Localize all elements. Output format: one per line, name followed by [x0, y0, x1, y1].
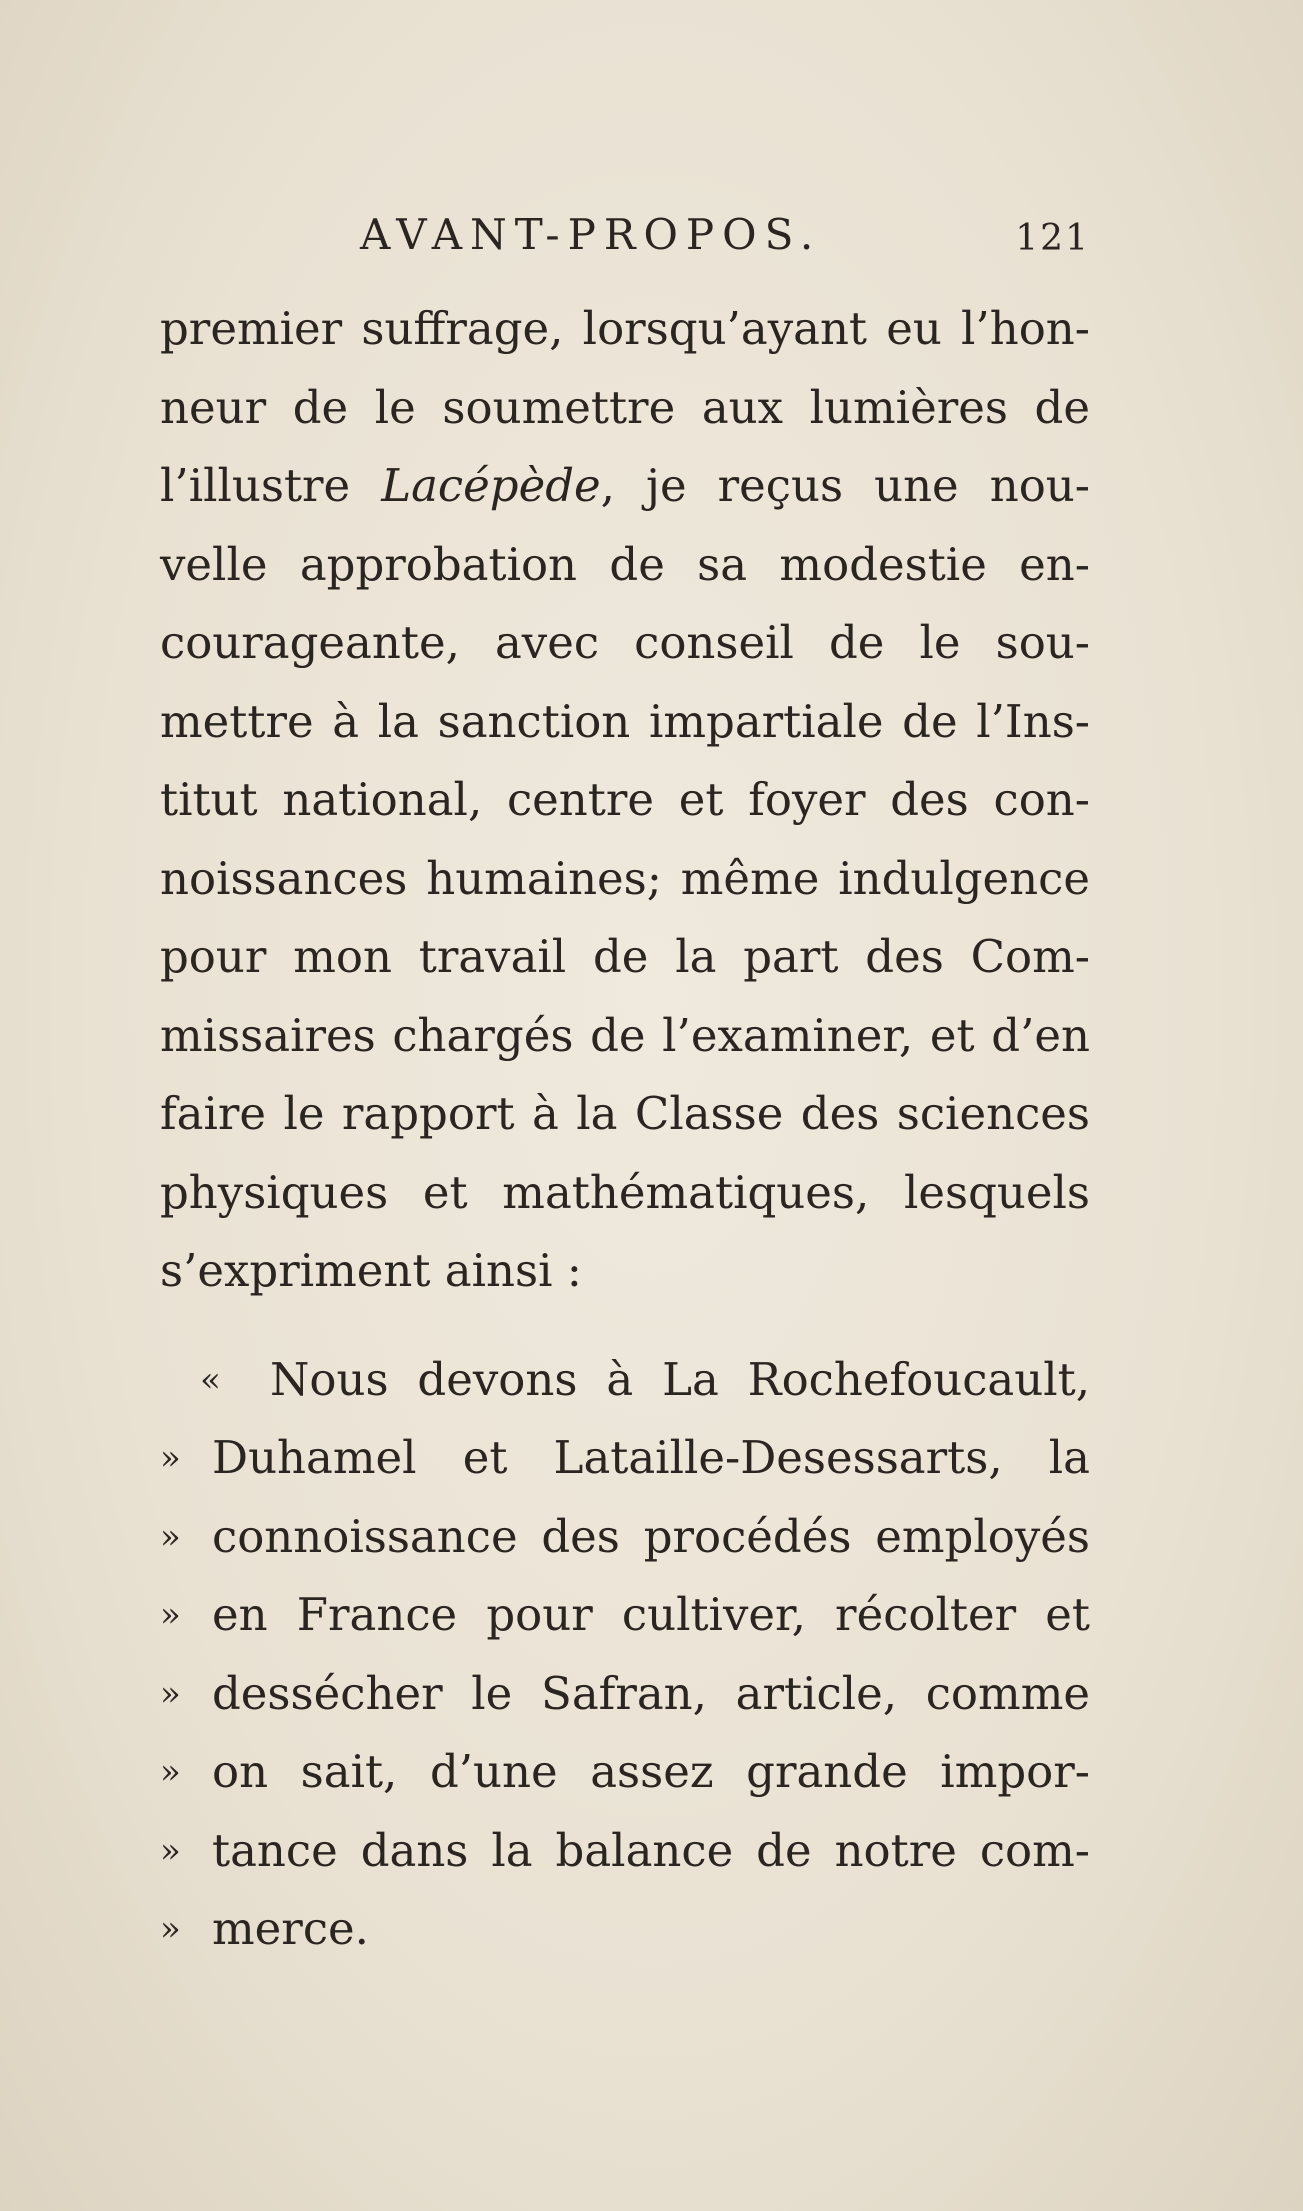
quote-line	[160, 1655, 1090, 1734]
quote-text: dessécher le Safran, article, comme	[212, 1666, 1090, 1720]
text-line: faire le rapport à la Classe des sciences	[160, 1087, 1090, 1140]
text-line: mettre à la sanction impartiale de l’Ins-	[160, 694, 1090, 748]
page-number: 121	[1015, 218, 1090, 259]
continuation-quote-mark: »	[160, 1830, 181, 1871]
continuation-quote-mark: »	[160, 1516, 181, 1557]
text-line: missaires chargés de l’examiner, et d’en	[160, 1008, 1090, 1062]
quote-text: Nous devons à La Rochefoucault,	[270, 1352, 1090, 1406]
body-text	[160, 290, 1090, 1969]
text-line: s’expriment ainsi :	[160, 1244, 582, 1297]
text-line: physiques et mathématiques, lesquels	[160, 1165, 1090, 1219]
text-line: noissances humaines; même indulgence	[160, 851, 1090, 905]
quote-text: merce.	[212, 1902, 369, 1955]
quotation-block	[160, 1341, 1090, 1969]
text-line: premier suffrage, lorsqu’ayant eu l’hon-	[160, 302, 1090, 355]
quote-text: on sait, d’une assez grande impor-	[212, 1745, 1090, 1798]
continuation-quote-mark: »	[160, 1595, 181, 1635]
quote-text: connoissance des procédés employés	[212, 1509, 1090, 1563]
text-line: velle approbation de sa modestie en-	[160, 537, 1090, 591]
continuation-quote-mark: »	[160, 1909, 181, 1949]
running-head: AVANT-PROPOS.	[360, 210, 822, 259]
quote-line	[160, 1498, 1090, 1577]
quote-text: en France pour cultiver, récolter et	[212, 1588, 1090, 1641]
open-quote-mark: «	[200, 1359, 221, 1400]
author-name-italic: Lacépède	[381, 459, 601, 512]
text-line: pour mon travail de la part des Com-	[160, 930, 1090, 983]
page-header	[160, 210, 1090, 280]
continuation-quote-mark: »	[160, 1438, 181, 1478]
continuation-quote-mark: »	[160, 1673, 181, 1714]
quote-text: tance dans la balance de notre com-	[212, 1823, 1090, 1877]
text-line: neur de le soumettre aux lumières de	[160, 380, 1090, 434]
quote-line	[160, 1576, 1090, 1655]
quote-line	[160, 1812, 1090, 1891]
text-line	[160, 447, 1090, 526]
quote-line	[160, 1733, 1090, 1812]
text-line: titut national, centre et foyer des con-	[160, 773, 1090, 826]
quote-line	[160, 1890, 1090, 1969]
text-fragment: , je reçus une nou-	[600, 459, 1090, 512]
quote-line	[160, 1419, 1090, 1498]
text-fragment: l’illustre	[160, 459, 382, 512]
text-line: courageante, avec conseil de le sou-	[160, 616, 1090, 669]
continuation-quote-mark: »	[160, 1752, 181, 1792]
quote-line	[160, 1341, 1090, 1420]
quote-text: Duhamel et Lataille-Desessarts, la	[212, 1431, 1090, 1484]
